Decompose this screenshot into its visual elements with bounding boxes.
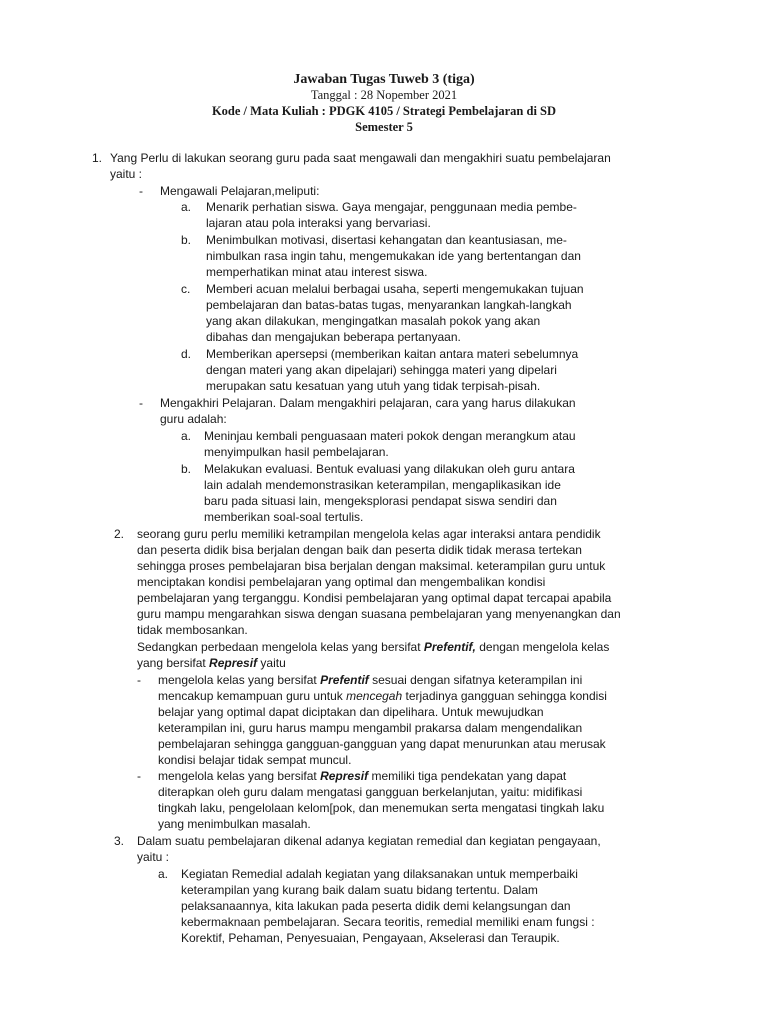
q1-line: Yang Perlu di lakukan seorang guru pada saat mengawali dan mengakhiri suatu pembelajaran [110,151,611,165]
q1-item-text: Meninjau kembali penguasaan materi pokok dengan merangkum atau [204,429,576,443]
semester-info: Semester 5 [355,120,413,134]
q1-closing-heading: Mengakhiri Pelajaran. Dalam mengakhiri pelajaran, cara yang harus dilakukan [160,396,576,410]
q2-line: tidak membosankan. [137,623,248,637]
q2-term-represif: Represif [320,769,369,783]
q1-item-marker: a. [181,429,192,443]
q1-item-marker: c. [181,282,191,296]
q2-term-prefentif: Prefentif, [423,640,476,654]
document-title: Jawaban Tugas Tuweb 3 (tiga) [293,72,475,87]
q2-line: guru mampu mengarahkan siswa dengan suasana pembelajaran yang menyenangkan dan [137,607,621,621]
q1-item-marker: d. [181,347,192,361]
q2-line: dan peserta didik bisa berjalan dengan baik dan peserta didik tidak merasa tertekan [137,543,582,557]
q2-comparison-line [137,655,286,672]
q3-line: Dalam suatu pembelajaran dikenal adanya kegiatan remedial dan kegiatan pengayaan, [137,834,601,848]
q2-prefentif-line: kondisi belajar tidak sempat muncul. [158,753,352,767]
q1-item-text: nimbulkan rasa ingin tahu, mengemukakan ide yang bertentangan dan [206,249,581,263]
q1-item-marker: b. [181,233,192,247]
q2-prefentif-line [158,688,607,705]
q1-item-text: baru pada situasi lain, mengeksplorasi pendapat siswa sendiri dan [204,494,557,508]
q1-item-text: memberikan soal-soal tertulis. [204,510,364,524]
q3-item-marker: a. [158,867,169,881]
q1-item-text: Melakukan evaluasi. Bentuk evaluasi yang dilakukan oleh guru antara [204,462,575,476]
q1-item-text: menyimpulkan hasil pembelajaran. [204,445,389,459]
course-info: Kode / Mata Kuliah : PDGK 4105 / Strategi Pembelajaran di SD [211,104,557,118]
q2-text: terjadinya gangguan sehingga kondisi [402,689,607,703]
q2-text: mengelola kelas yang bersifat [158,769,321,783]
q2-text: dengan mengelola kelas [475,640,610,654]
q2-text: yaitu [257,656,286,670]
q2-dash: - [137,769,141,783]
q1-item-text: Memberi acuan melalui berbagai usaha, seperti mengemukakan tujuan [206,282,584,296]
q2-represif-line: yang menimbulkan masalah. [158,817,311,831]
q1-item-text: lajaran atau pola interaksi yang bervariasi. [206,216,431,230]
q2-text: yang bersifat [137,656,210,670]
q1-item-text: lain adalah mendemonstrasikan keterampilan, mengaplikasikan ide [204,478,561,492]
q2-prefentif-line: belajar yang optimal dapat diciptakan dan dipelihara. Untuk mewujudkan [158,705,544,719]
q2-text: memiliki tiga pendekatan yang dapat [368,769,567,783]
q3-item-text: kebermaknaan pembelajaran. Secara teoritis, remedial memiliki enam fungsi : [181,915,595,929]
q1-item-text: Memberikan apersepsi (memberikan kaitan antara materi sebelumnya [206,347,579,361]
q1-item-marker: a. [181,200,192,214]
q2-comparison-line [137,639,609,656]
q2-number: 2. [114,527,125,541]
q1-item-text: Menimbulkan motivasi, disertasi kehangatan dan keantusiasan, me- [206,233,567,247]
q2-prefentif-line: keterampilan ini, guru harus mampu mengambil prakarsa dalam mengendalikan [158,721,583,735]
document-date: Tanggal : 28 Nopember 2021 [310,88,458,102]
q2-term-represif: Represif [209,656,258,670]
q1-opening-heading: Mengawali Pelajaran,meliputi: [160,184,320,198]
q2-line: sehingga proses pembelajaran bisa berjalan dengan maksimal. keterampilan guru untuk [137,559,606,573]
q1-dash: - [139,184,143,198]
q3-line: yaitu : [137,850,170,864]
q2-line: pembelajaran yang terganggu. Kondisi pembelajaran yang optimal dapat tercapai apabila [137,591,612,605]
q1-dash: - [139,396,143,410]
q2-text: sesuai dengan sifatnya keterampilan ini [368,673,583,687]
q1-item-text: Menarik perhatian siswa. Gaya mengajar, penggunaan media pembe- [206,200,577,214]
q2-represif-line: tingkah laku, pengelolaan kelom[pok, dan menemukan serta mengatasi tingkah laku [158,801,605,815]
q2-text: mengelola kelas yang bersifat [158,673,321,687]
q2-represif-line [158,768,566,785]
q3-item-text: Kegiatan Remedial adalah kegiatan yang dilaksanakan untuk memperbaiki [181,867,578,881]
q2-prefentif-line: pembelajaran sehingga gangguan-gangguan yang dapat menurunkan atau merusak [158,737,606,751]
q3-item-text: Korektif, Pehaman, Penyesuaian, Pengayaan, Akselerasi dan Teraupik. [181,931,560,945]
q1-item-text: pembelajaran dan batas-batas tugas, menyarankan langkah-langkah [206,298,572,312]
q2-prefentif-line [158,672,582,689]
q1-number: 1. [92,151,103,165]
q1-item-text: dengan materi yang akan dipelajari) sehingga materi yang dipelari [206,363,557,377]
q1-line: yaitu : [110,167,143,181]
q1-item-text: yang akan dilakukan, mengingatkan masalah pokok yang akan [206,314,541,328]
q1-item-text: memperhatikan minat atau interest siswa. [206,265,428,279]
q2-line: seorang guru perlu memiliki ketrampilan mengelola kelas agar interaksi antara pendidik [137,527,601,541]
q2-dash: - [137,673,141,687]
q3-item-text: pelaksanaannya, kita lakukan pada peserta didik demi kelangsungan dan [181,899,571,913]
q1-item-marker: b. [181,462,192,476]
q3-number: 3. [114,834,125,848]
q2-line: menciptakan kondisi pembelajaran yang optimal dan mengembalikan kondisi [137,575,546,589]
q2-term-mencegah: mencegah [346,689,403,703]
q2-text: Sedangkan perbedaan mengelola kelas yang bersifat [137,640,424,654]
q2-represif-line: diterapkan oleh guru dalam mengatasi gangguan berkelanjutan, yaitu: midifikasi [158,785,583,799]
q1-closing-heading: guru adalah: [160,412,227,426]
q2-text: mencakup kemampuan guru untuk [158,689,347,703]
q1-item-text: merupakan satu kesatuan yang utuh yang tidak terpisah-pisah. [206,379,541,393]
q2-term-prefentif: Prefentif [320,673,369,687]
q1-item-text: dibahas dan mengajukan beberapa pertanyaan. [206,330,461,344]
q3-item-text: keterampilan yang kurang baik dalam suatu bidang tertentu. Dalam [181,883,538,897]
